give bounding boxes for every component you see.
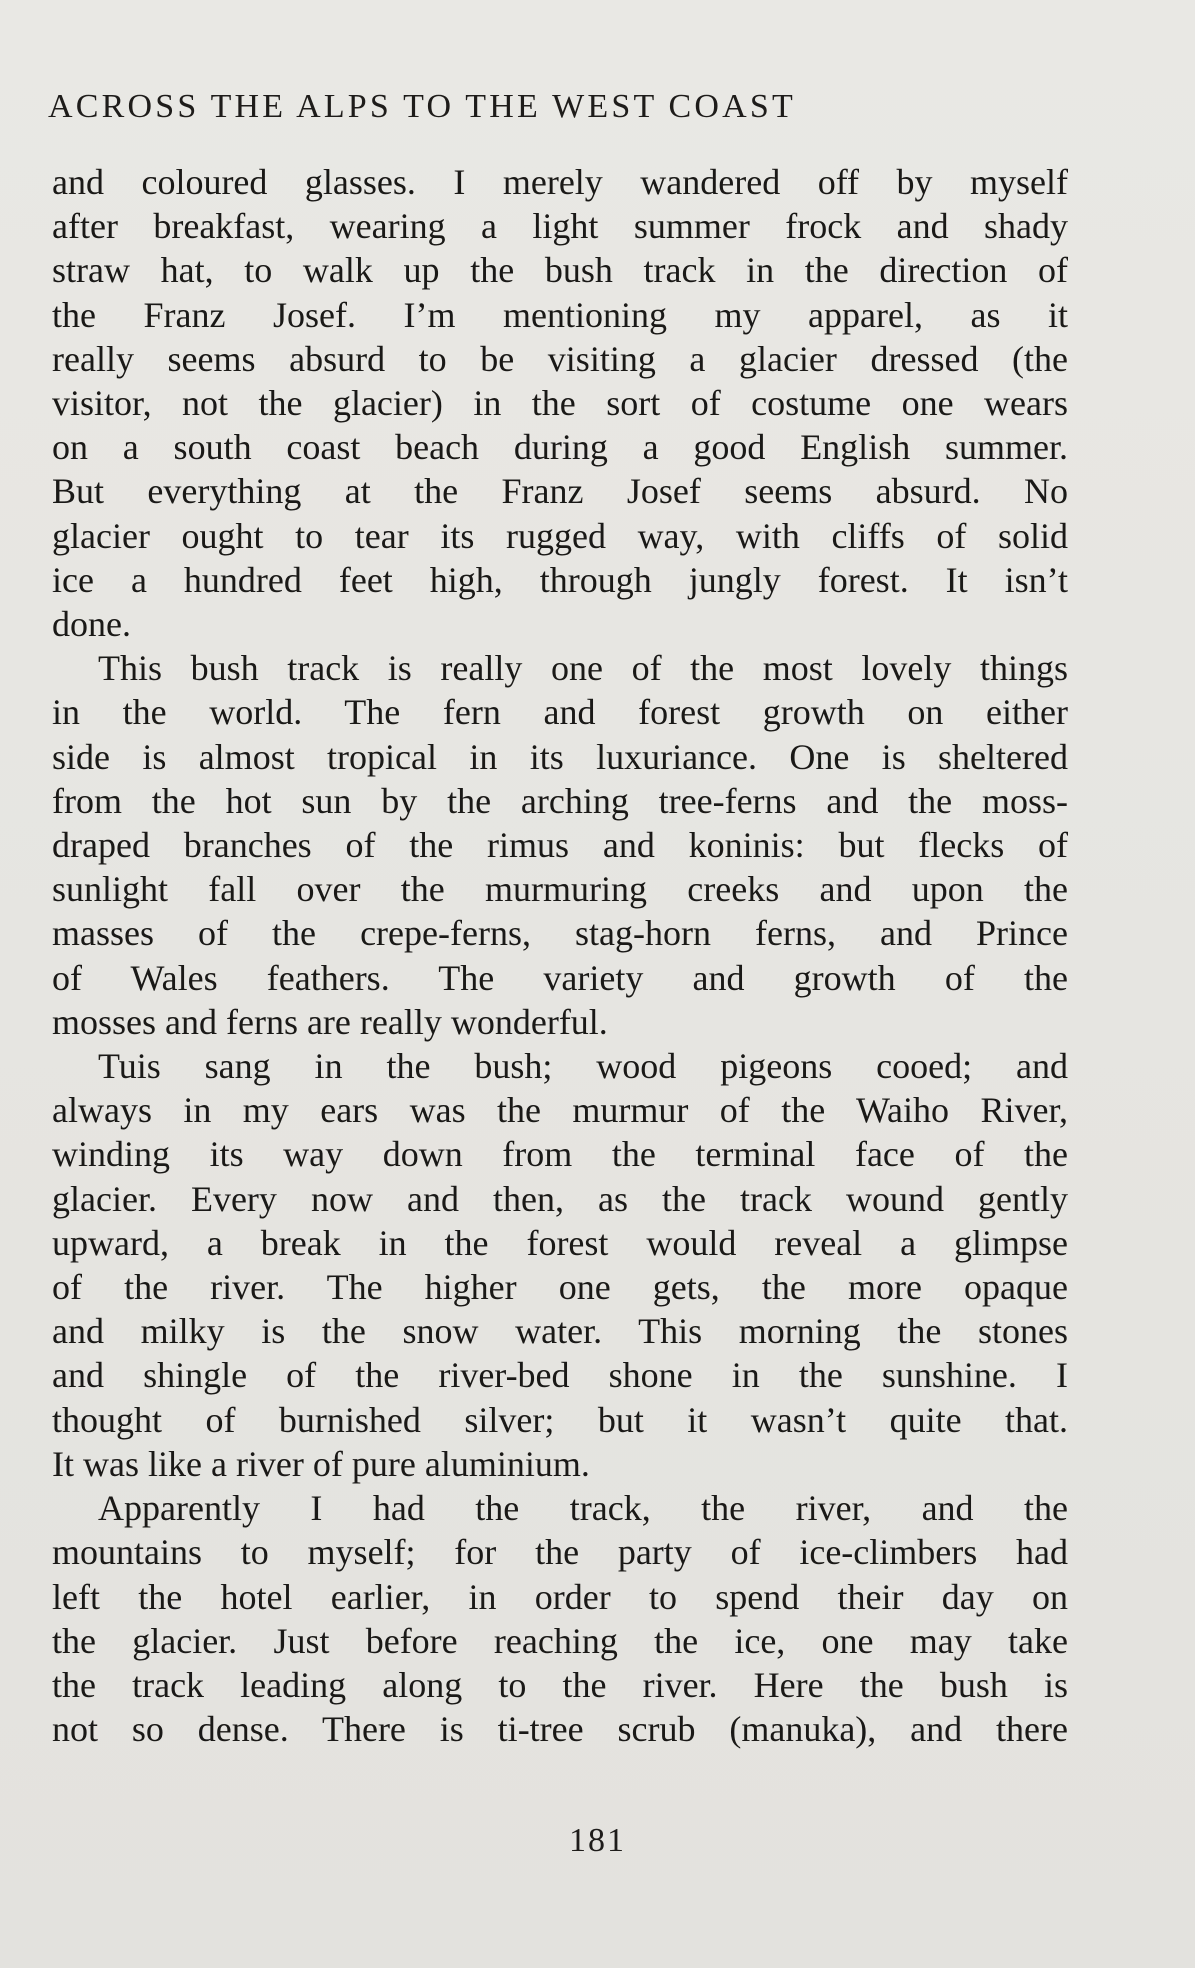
text-line: mountains to myself; for the party of ice-climbers had — [52, 1532, 1068, 1573]
text-line: This bush track is really one of the most lovely things — [98, 648, 1068, 689]
page-number: 181 — [569, 1822, 626, 1859]
text-line: upward, a break in the forest would reveal a glimpse — [52, 1222, 1068, 1263]
running-head: ACROSS THE ALPS TO THE WEST COAST — [48, 88, 796, 125]
text-line: from the hot sun by the arching tree-ferns and the moss- — [52, 780, 1068, 821]
text-line: and coloured glasses. I merely wandered off by myself — [52, 162, 1068, 202]
text-line: Tuis sang in the bush; wood pigeons cooed; and — [98, 1046, 1068, 1087]
text-line: sunlight fall over the murmuring creeks and upon the — [52, 869, 1068, 910]
text-line: on a south coast beach during a good English summer. — [52, 427, 1068, 468]
text-line: mosses and ferns are really wonderful. — [52, 1001, 608, 1042]
text-line: Apparently I had the track, the river, and the — [98, 1488, 1068, 1529]
body-text — [52, 160, 1068, 1751]
paragraph — [52, 1044, 1068, 1486]
text-line: in the world. The fern and forest growth on either — [52, 692, 1068, 733]
text-line: glacier. Every now and then, as the track wound gently — [52, 1178, 1068, 1219]
text-line: winding its way down from the terminal face of the — [52, 1134, 1068, 1175]
text-line: and milky is the snow water. This morning the stones — [52, 1311, 1068, 1352]
text-line: the track leading along to the river. Here the bush is — [52, 1664, 1068, 1705]
text-line: thought of burnished silver; but it wasn’t quite that. — [52, 1399, 1068, 1440]
text-line: But everything at the Franz Josef seems absurd. No — [52, 471, 1068, 512]
paragraph — [52, 1486, 1068, 1751]
text-line: done. — [52, 604, 131, 645]
text-line: after breakfast, wearing a light summer frock and shady — [52, 206, 1068, 247]
text-line: visitor, not the glacier) in the sort of costume one wears — [52, 383, 1068, 424]
paragraph — [52, 646, 1068, 1044]
text-line: the Franz Josef. I’m mentioning my apparel, as it — [52, 294, 1068, 335]
text-line: draped branches of the rimus and koninis: but flecks of — [52, 825, 1068, 866]
text-line: glacier ought to tear its rugged way, with cliffs of solid — [52, 515, 1068, 556]
text-line: really seems absurd to be visiting a glacier dressed (the — [52, 338, 1068, 379]
text-line: ice a hundred feet high, through jungly forest. It isn’t — [52, 559, 1068, 600]
text-line: It was like a river of pure aluminium. — [52, 1443, 590, 1484]
text-line: of the river. The higher one gets, the more opaque — [52, 1267, 1068, 1308]
text-line: always in my ears was the murmur of the Waiho River, — [52, 1090, 1068, 1131]
text-line: and shingle of the river-bed shone in the sunshine. I — [52, 1355, 1068, 1396]
text-line: the glacier. Just before reaching the ice, one may take — [52, 1620, 1068, 1661]
text-line: left the hotel earlier, in order to spend their day on — [52, 1576, 1068, 1617]
text-line: straw hat, to walk up the bush track in the direction of — [52, 250, 1068, 291]
text-line: not so dense. There is ti-tree scrub (manuka), and there — [52, 1709, 1068, 1750]
text-line: side is almost tropical in its luxuriance. One is sheltered — [52, 736, 1068, 777]
text-line: masses of the crepe-ferns, stag-horn ferns, and Prince — [52, 913, 1068, 954]
text-line: of Wales feathers. The variety and growth of the — [52, 957, 1068, 998]
paragraph — [52, 160, 1068, 646]
